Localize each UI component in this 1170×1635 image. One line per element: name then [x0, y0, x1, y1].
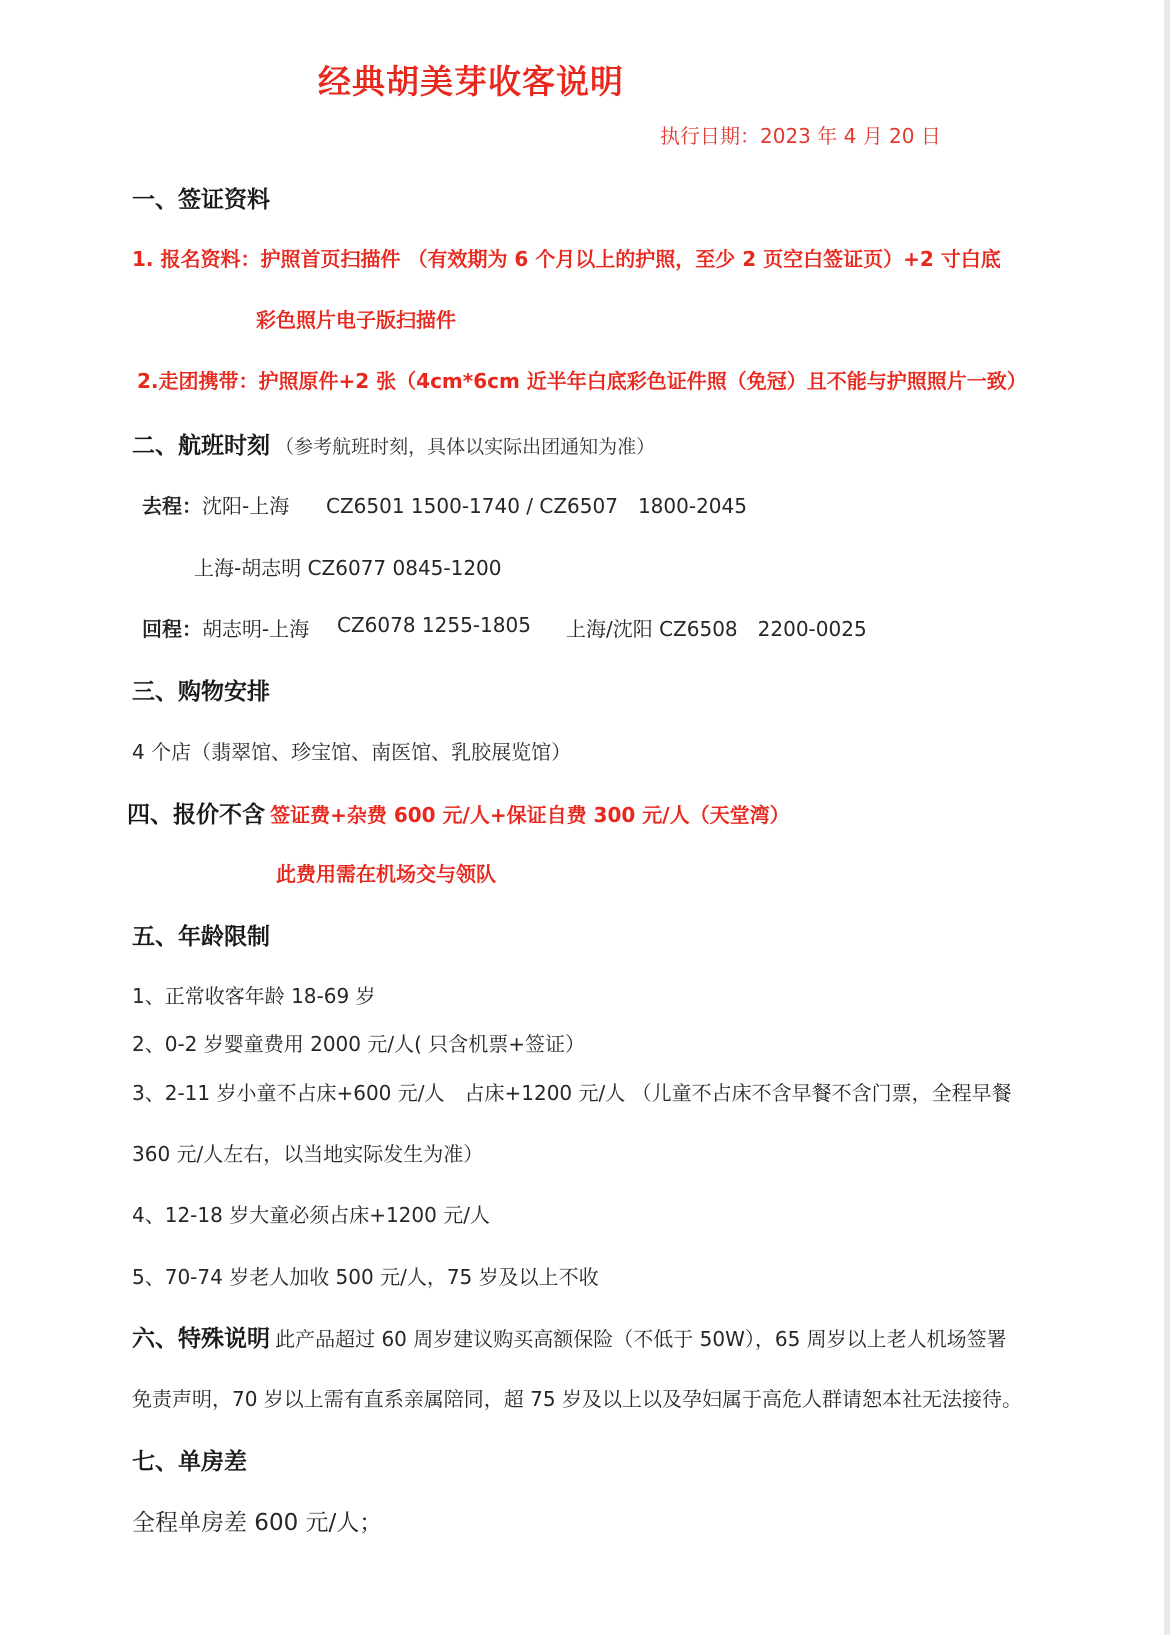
- section-excluded: [127, 796, 790, 829]
- section-excluded-heading: 四、报价不含: [127, 802, 265, 828]
- effective-date: 执行日期：2023 年 4 月 20 日: [660, 124, 941, 148]
- single-room-text: 全程单房差 600 元/人；: [132, 1510, 383, 1536]
- return-route: 胡志明-上海: [202, 617, 310, 641]
- outbound-flight-numbers: CZ6501 1500-1740 / CZ6507 1800-2045: [326, 494, 747, 518]
- outbound-label: 去程：: [142, 494, 202, 518]
- age-rule-2: 2、0-2 岁婴童费用 2000 元/人( 只含机票+签证）: [132, 1032, 586, 1056]
- outbound-flight: [142, 490, 289, 519]
- section-single-room-heading: 七、单房差: [132, 1449, 247, 1475]
- section-special-heading: 六、特殊说明: [132, 1326, 270, 1352]
- visa-item-2: 2.走团携带：护照原件+2 张（4cm*6cm 近半年白底彩色证件照（免冠）且不能与护照照片一致）: [137, 369, 1027, 393]
- return-flight-2: 上海/沈阳 CZ6508 2200-0025: [566, 617, 867, 641]
- page-title: 经典胡美芽收客说明: [318, 62, 624, 101]
- section-flights-heading: 二、航班时刻: [132, 433, 270, 459]
- section-flights: [132, 427, 655, 460]
- return-flight-numbers: CZ6078 1255-1805: [337, 613, 531, 637]
- section-age-heading: 五、年龄限制: [132, 924, 270, 950]
- section-shopping-heading: 三、购物安排: [132, 679, 270, 705]
- visa-item-1-cont: 彩色照片电子版扫描件: [256, 308, 456, 332]
- excluded-fees-note: 此费用需在机场交与领队: [276, 862, 496, 886]
- shopping-text: 4 个店（翡翠馆、珍宝馆、南医馆、乳胶展览馆）: [132, 740, 572, 764]
- flights-note: （参考航班时刻，具体以实际出团通知为准）: [275, 436, 656, 458]
- outbound-flight-2: 上海-胡志明 CZ6077 0845-1200: [194, 556, 502, 580]
- section-special: [132, 1320, 1007, 1353]
- age-rule-5: 5、70-74 岁老人加收 500 元/人，75 岁及以上不收: [132, 1265, 599, 1289]
- special-text-2: 免责声明，70 岁以上需有直系亲属陪同，超 75 岁及以上以及孕妇属于高危人群请恕本社无法接待。: [132, 1387, 1022, 1411]
- special-text-1: 此产品超过 60 周岁建议购买高额保险（不低于 50W），65 周岁以上老人机场签署: [275, 1327, 1007, 1351]
- section-visa-heading: 一、签证资料: [132, 187, 270, 213]
- outbound-route: 沈阳-上海: [202, 494, 290, 518]
- visa-item-1: 1. 报名资料：护照首页扫描件 （有效期为 6 个月以上的护照，至少 2 页空白签证页）+2 寸白底: [132, 247, 1001, 271]
- page-edge: [1164, 0, 1170, 1635]
- age-rule-3: 3、2-11 岁小童不占床+600 元/人 占床+1200 元/人 （儿童不占床不含早餐不含门票，全程早餐: [132, 1081, 1012, 1105]
- age-rule-3-cont: 360 元/人左右，以当地实际发生为准）: [132, 1142, 484, 1166]
- excluded-fees: 签证费+杂费 600 元/人+保证自费 300 元/人（天堂湾）: [270, 803, 790, 827]
- return-label: 回程：: [142, 617, 202, 641]
- age-rule-1: 1、正常收客年龄 18-69 岁: [132, 984, 376, 1008]
- age-rule-4: 4、12-18 岁大童必须占床+1200 元/人: [132, 1203, 490, 1227]
- return-flight: [142, 613, 309, 642]
